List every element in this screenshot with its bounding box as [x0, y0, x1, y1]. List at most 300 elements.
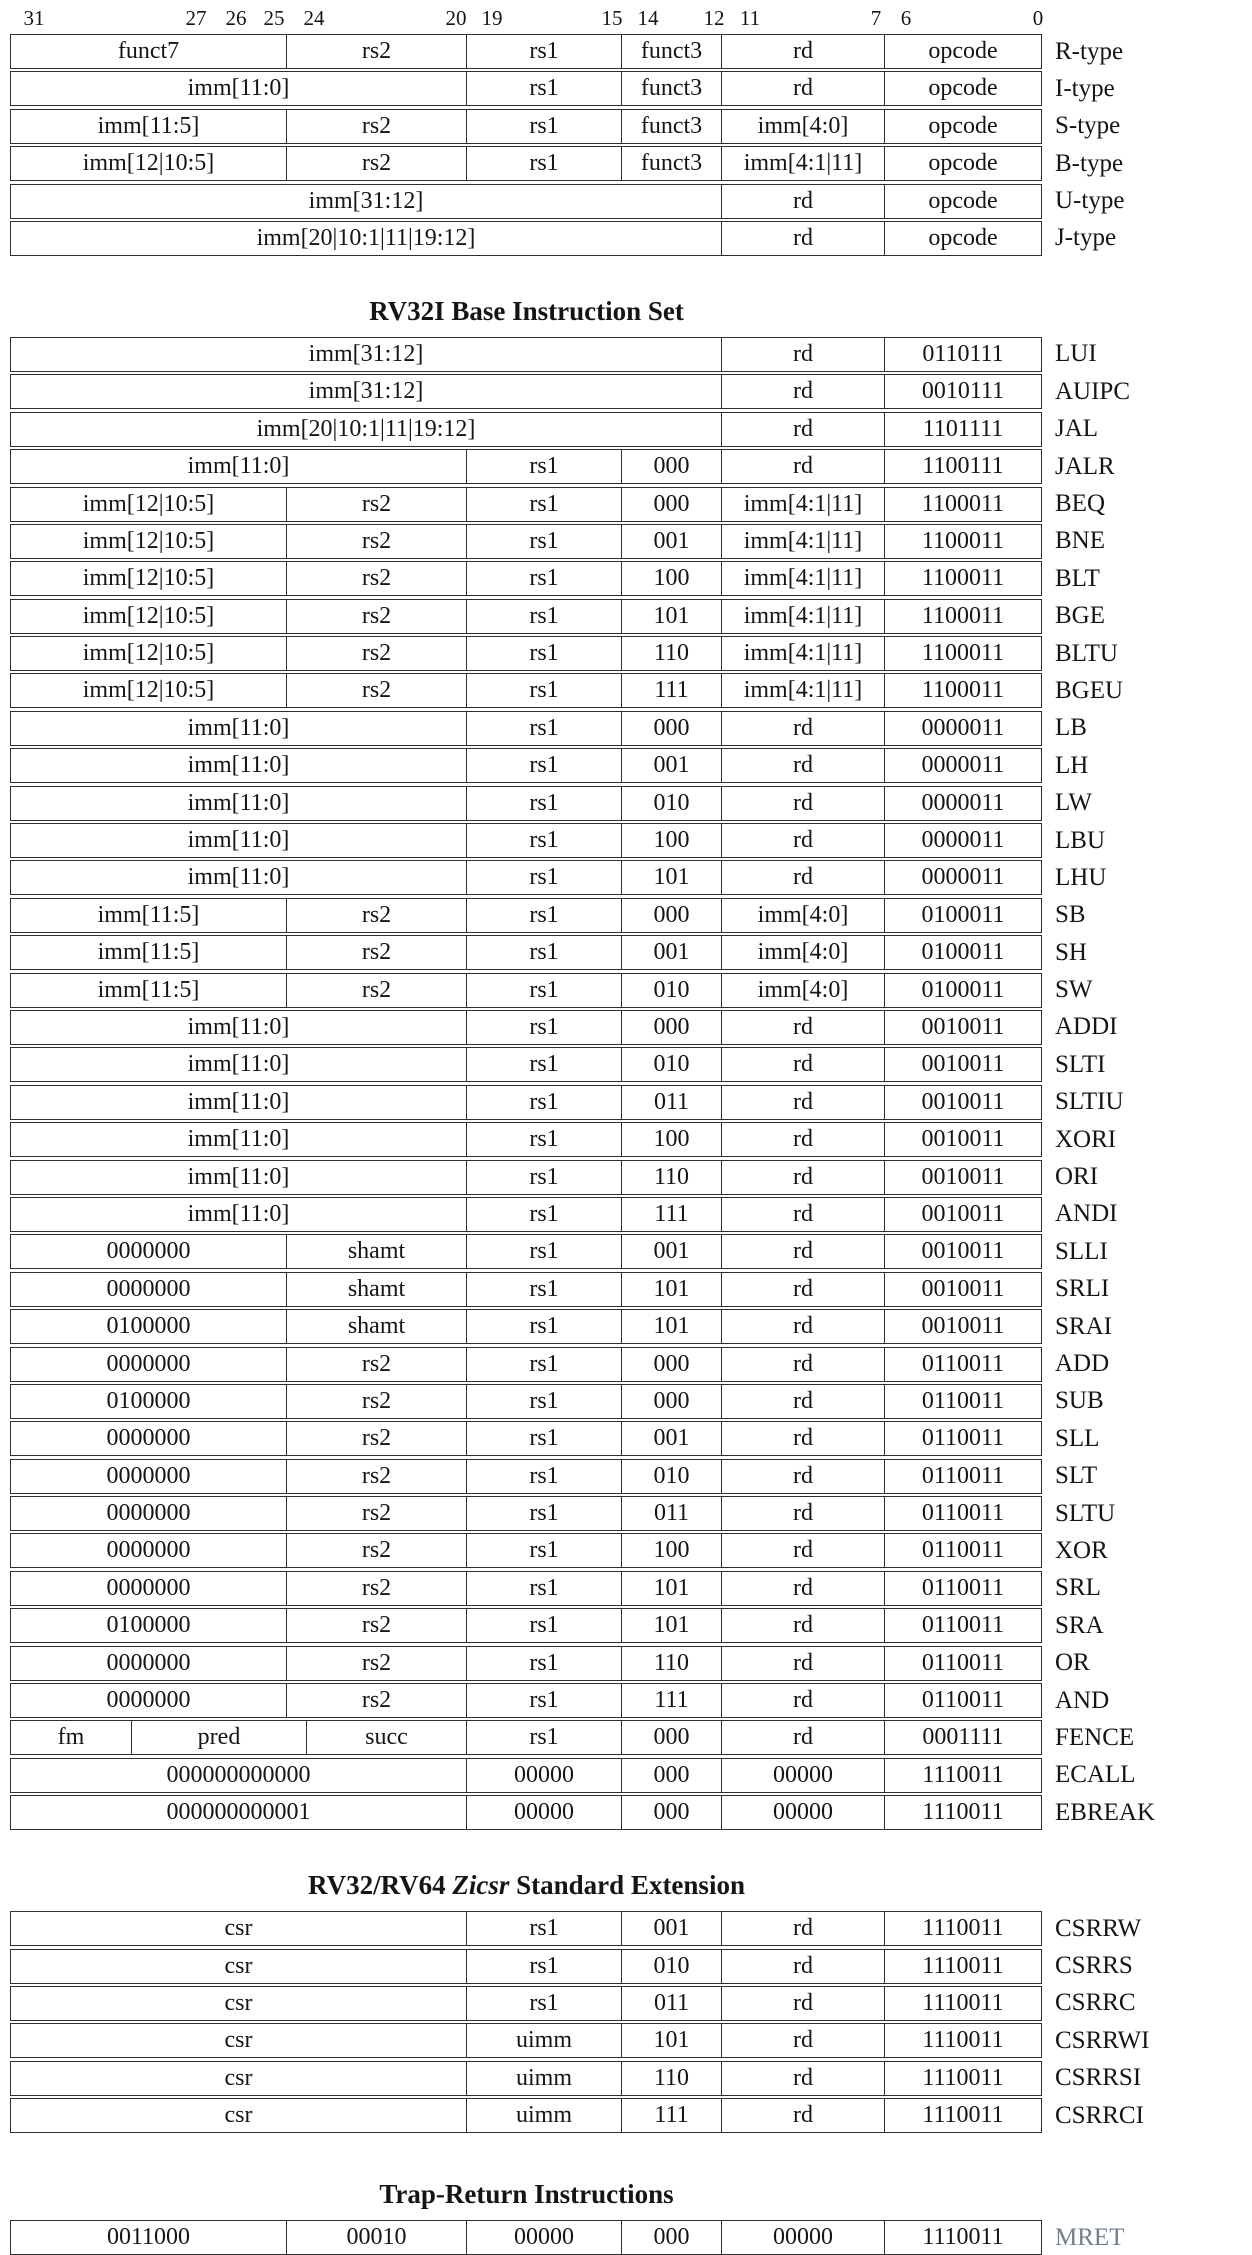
encoding-fields — [10, 1758, 1042, 1793]
field-cell-f3: 000 — [621, 450, 721, 483]
field-cell-f3: 000 — [621, 899, 721, 932]
field-cell-rd: imm[4:1|11] — [721, 147, 884, 180]
instruction-row — [10, 1047, 1252, 1082]
field-cell-rd: rd — [721, 2099, 884, 2132]
instruction-row — [10, 1347, 1252, 1382]
field-cell-op: 1110011 — [884, 1912, 1041, 1945]
instruction-label: U-type — [1055, 187, 1125, 215]
field-cell-rs2: rs2 — [286, 1497, 466, 1530]
instruction-label: FENCE — [1055, 1723, 1135, 1751]
encoding-fields — [10, 561, 1042, 596]
instruction-label: LBU — [1055, 826, 1105, 854]
instruction-row — [10, 1459, 1252, 1494]
instruction-label: BEQ — [1055, 490, 1105, 518]
section-title-rv32i: RV32I Base Instruction Set — [369, 295, 684, 326]
field-cell-f3: 101 — [621, 1273, 721, 1306]
field-cell-rd: rd — [721, 1647, 884, 1680]
instruction-row — [10, 1085, 1252, 1120]
field-cell-f7: imm[11:5] — [97, 976, 200, 1003]
bit-number: 12 — [703, 6, 725, 30]
field-cell-rs2: rs2 — [286, 974, 466, 1007]
instruction-label: R-type — [1055, 37, 1124, 65]
instruction-label: CSRRW — [1055, 1914, 1142, 1942]
field-cell-rd: imm[4:0] — [721, 936, 884, 969]
section-title-trap-return: Trap-Return Instructions — [379, 2179, 674, 2210]
field-cell-rs1: rs1 — [466, 899, 621, 932]
instruction-label: LW — [1055, 789, 1093, 817]
field-cell-f3: 111 — [621, 1684, 721, 1717]
instruction-label: J-type — [1055, 224, 1117, 252]
field-cell-f7: imm[11:5] — [97, 112, 200, 139]
field-cell-op: 0010011 — [884, 1123, 1041, 1156]
instruction-row — [10, 898, 1252, 933]
field-cell-f3: 100 — [621, 1123, 721, 1156]
field-cell-rs1: rs1 — [466, 1086, 621, 1119]
field-cell-rs1: rs1 — [466, 1987, 621, 2020]
encoding-fields — [10, 374, 1042, 409]
field-cell-op: 1101111 — [884, 413, 1041, 446]
field-cell-rs1: rs1 — [466, 749, 621, 782]
field-cell-f7: imm[11:5] — [97, 901, 200, 928]
field-cell-rd: imm[4:1|11] — [721, 674, 884, 707]
bit-position-header — [10, 6, 1043, 30]
instruction-label: SRL — [1055, 1574, 1101, 1602]
field-cell-rd: rd — [721, 338, 884, 371]
field-cell-rs2: rs2 — [286, 936, 466, 969]
encoding-fields — [10, 1795, 1042, 1830]
field-cell-op: 0000011 — [884, 712, 1041, 745]
field-cell-f3: funct3 — [621, 35, 721, 68]
instruction-label: SLTU — [1055, 1499, 1116, 1527]
field-cell-u20: imm[20|10:1|11|19:12] — [256, 415, 476, 442]
encoding-fields — [10, 1122, 1042, 1157]
field-cell-op: opcode — [884, 222, 1041, 255]
field-cell-f3: 000 — [621, 1796, 721, 1829]
field-cell-op: 1110011 — [884, 1796, 1041, 1829]
encoding-fields — [10, 1911, 1042, 1946]
instruction-row — [10, 1949, 1252, 1984]
field-cell-i12: imm[11:0] — [187, 714, 290, 741]
field-cell-rd: rd — [721, 1422, 884, 1455]
field-cell-op: opcode — [884, 185, 1041, 218]
field-cell-rs1: rs1 — [466, 1647, 621, 1680]
field-cell-op: opcode — [884, 147, 1041, 180]
field-cell-rd: rd — [721, 1721, 884, 1754]
field-cell-rs1: rs1 — [466, 72, 621, 105]
field-cell-op: opcode — [884, 35, 1041, 68]
field-cell-f3: 111 — [621, 2099, 721, 2132]
field-cell-f3: 010 — [621, 1048, 721, 1081]
field-cell-op: 0010111 — [884, 375, 1041, 408]
field-cell-i12: imm[11:0] — [187, 827, 290, 854]
field-cell-op: 0000011 — [884, 824, 1041, 857]
encoding-fields — [10, 1309, 1042, 1344]
field-cell-rs1: rs1 — [466, 562, 621, 595]
instruction-label: SB — [1055, 901, 1086, 929]
field-cell-rd: rd — [721, 1161, 884, 1194]
instruction-row — [10, 1010, 1252, 1045]
instruction-label: SH — [1055, 938, 1087, 966]
field-cell-op: 0110011 — [884, 1647, 1041, 1680]
field-cell-rs1: rs1 — [466, 637, 621, 670]
field-cell-rd: rd — [721, 2024, 884, 2057]
instruction-label: BGE — [1055, 602, 1105, 630]
instruction-label: CSRRCI — [1055, 2101, 1144, 2129]
encoding-fields — [10, 748, 1042, 783]
instruction-row — [10, 711, 1252, 746]
field-cell-f3: 010 — [621, 974, 721, 1007]
field-cell-rs1: rs1 — [466, 1460, 621, 1493]
field-cell-rs1: rs1 — [466, 1273, 621, 1306]
field-cell-rd: rd — [721, 1235, 884, 1268]
field-cell-rs1: rs1 — [466, 1497, 621, 1530]
field-cell-f7: 0000000 — [106, 1649, 191, 1676]
field-cell-rd: rd — [721, 1273, 884, 1306]
field-cell-rs2: rs2 — [286, 1348, 466, 1381]
field-cell-f7: 0100000 — [106, 1612, 191, 1639]
field-cell-op: 1100011 — [884, 562, 1041, 595]
field-cell-rd: imm[4:0] — [721, 110, 884, 143]
field-cell-rs1: rs1 — [466, 147, 621, 180]
encoding-fields — [10, 1085, 1042, 1120]
field-cell-rd: rd — [721, 35, 884, 68]
field-cell-rd: imm[4:0] — [721, 974, 884, 1007]
field-cell-op: 1110011 — [884, 2099, 1041, 2132]
field-cell-op: 0010011 — [884, 1273, 1041, 1306]
field-cell-rs1: rs1 — [466, 600, 621, 633]
field-cell-rs1: rs1 — [466, 450, 621, 483]
field-cell-rs2: rs2 — [286, 35, 466, 68]
instruction-row — [10, 1986, 1252, 2021]
field-cell-f7: 0000000 — [106, 1238, 191, 1265]
encoding-fields — [10, 1683, 1042, 1718]
field-cell-op: 0000011 — [884, 749, 1041, 782]
field-cell-rs2: rs2 — [286, 1684, 466, 1717]
field-cell-f3: 001 — [621, 1235, 721, 1268]
field-cell-i12: 000000000000 — [166, 1761, 311, 1788]
field-cell-rd: rd — [721, 1987, 884, 2020]
instruction-row — [10, 786, 1252, 821]
field-cell-i12: csr — [224, 2064, 253, 2091]
instruction-label: I-type — [1055, 74, 1115, 102]
encoding-fields — [10, 1533, 1042, 1568]
encoding-fields — [10, 1347, 1042, 1382]
field-cell-i12: imm[11:0] — [187, 1013, 290, 1040]
field-cell-rs1: rs1 — [466, 110, 621, 143]
encoding-fields — [10, 1986, 1042, 2021]
field-cell-rs2: shamt — [286, 1273, 466, 1306]
field-cell-rd: rd — [721, 749, 884, 782]
field-cell-f3: funct3 — [621, 110, 721, 143]
field-cell-f3: 000 — [621, 2221, 721, 2254]
field-cell-rs2: shamt — [286, 1310, 466, 1343]
instruction-row — [10, 2220, 1252, 2255]
field-cell-rs2: rs2 — [286, 1609, 466, 1642]
instruction-label: SLTIU — [1055, 1088, 1124, 1116]
field-cell-op: 0110011 — [884, 1609, 1041, 1642]
instruction-label: AUIPC — [1055, 377, 1131, 405]
field-cell-rs2: rs2 — [286, 525, 466, 558]
field-cell-f3: funct3 — [621, 72, 721, 105]
field-cell-rs1: rs1 — [466, 974, 621, 1007]
instruction-label: JALR — [1055, 452, 1115, 480]
instruction-row — [10, 2023, 1252, 2058]
instruction-label: BGEU — [1055, 676, 1124, 704]
field-cell-f7: 0000000 — [106, 1500, 191, 1527]
encoding-fields — [10, 109, 1042, 144]
field-cell-rd: imm[4:1|11] — [721, 488, 884, 521]
encoding-fields — [10, 1197, 1042, 1232]
field-cell-rs1: rs1 — [466, 1572, 621, 1605]
field-cell-rs1: rs1 — [466, 1123, 621, 1156]
field-cell-rs1: 00000 — [466, 2221, 621, 2254]
instruction-label: LH — [1055, 751, 1089, 779]
field-cell-op: 0100011 — [884, 974, 1041, 1007]
bit-number: 20 — [445, 6, 467, 30]
instruction-label: SLL — [1055, 1424, 1100, 1452]
field-cell-rs1: rs1 — [466, 1950, 621, 1983]
instruction-label: ECALL — [1055, 1761, 1136, 1789]
instruction-row — [10, 860, 1252, 895]
field-cell-op: 1100011 — [884, 488, 1041, 521]
field-cell-f3: 011 — [621, 1086, 721, 1119]
encoding-fields — [10, 1047, 1042, 1082]
encoding-fields — [10, 786, 1042, 821]
field-cell-rd: imm[4:1|11] — [721, 637, 884, 670]
title-fragment: RV32/RV64 — [308, 1870, 453, 1901]
instruction-row — [10, 1384, 1252, 1419]
field-cell-rs1: uimm — [466, 2099, 621, 2132]
field-cell-f3: 001 — [621, 749, 721, 782]
field-cell-i12: imm[11:0] — [187, 1088, 290, 1115]
field-cell-rd: rd — [721, 824, 884, 857]
instruction-label: EBREAK — [1055, 1798, 1155, 1826]
encoding-fields — [10, 2023, 1042, 2058]
bit-number: 15 — [601, 6, 623, 30]
field-cell-f3: 000 — [621, 1721, 721, 1754]
field-cell-rs2: rs2 — [286, 147, 466, 180]
field-cell-rd: rd — [721, 450, 884, 483]
field-cell-u20: imm[20|10:1|11|19:12] — [256, 224, 476, 251]
field-cell-op: 0110011 — [884, 1422, 1041, 1455]
field-cell-rs1: uimm — [466, 2024, 621, 2057]
instruction-row — [10, 636, 1252, 671]
instruction-row — [10, 71, 1252, 106]
section-title-zicsr — [10, 1870, 1043, 1901]
field-cell-op: 0010011 — [884, 1198, 1041, 1231]
field-cell-rs2: rs2 — [286, 1572, 466, 1605]
instruction-row — [10, 1758, 1252, 1793]
field-cell-i12: csr — [224, 1989, 253, 2016]
instruction-label: BLTU — [1055, 639, 1118, 667]
field-cell-rd: rd — [721, 1385, 884, 1418]
field-cell-rd: rd — [721, 1572, 884, 1605]
title-fragment: Zicsr — [452, 1870, 510, 1901]
instruction-label: SLT — [1055, 1462, 1098, 1490]
field-cell-rs1: rs1 — [466, 674, 621, 707]
field-cell-rd: rd — [721, 1348, 884, 1381]
field-cell-i12: imm[11:0] — [187, 864, 290, 891]
field-cell-rs2: rs2 — [286, 562, 466, 595]
field-cell-f3: 000 — [621, 712, 721, 745]
field-cell-f3: 000 — [621, 1759, 721, 1792]
encoding-fields — [10, 1421, 1042, 1456]
encoding-fields — [10, 898, 1042, 933]
field-cell-rd: rd — [721, 1460, 884, 1493]
field-cell-rd: imm[4:1|11] — [721, 562, 884, 595]
instruction-label: ADD — [1055, 1350, 1110, 1377]
instruction-label: LB — [1055, 714, 1087, 742]
instruction-label: CSRRWI — [1055, 2026, 1150, 2054]
instruction-row — [10, 449, 1252, 484]
encoding-fields — [10, 599, 1042, 634]
field-cell-rs2: shamt — [286, 1235, 466, 1268]
field-cell-rs1: rs1 — [466, 1385, 621, 1418]
field-cell-op: 0110011 — [884, 1348, 1041, 1381]
encoding-fields — [10, 1496, 1042, 1531]
field-cell-f7: imm[12|10:5] — [82, 527, 215, 554]
encoding-fields — [10, 71, 1042, 106]
field-cell-op: 1110011 — [884, 1950, 1041, 1983]
field-cell-i12: csr — [224, 2027, 253, 2054]
field-cell-op: 1100011 — [884, 637, 1041, 670]
field-cell-op: 0110011 — [884, 1572, 1041, 1605]
field-cell-rs1: uimm — [466, 2062, 621, 2095]
field-cell-rd: imm[4:1|11] — [721, 525, 884, 558]
title-fragment: Standard Extension — [509, 1870, 745, 1901]
field-cell-op: 1110011 — [884, 2024, 1041, 2057]
field-cell-rs1: rs1 — [466, 1534, 621, 1567]
instruction-row — [10, 1795, 1252, 1830]
encoding-fields — [10, 1459, 1042, 1494]
field-cell-rs1: rs1 — [466, 1310, 621, 1343]
instruction-row — [10, 1160, 1252, 1195]
field-cell-rs1: rs1 — [466, 1422, 621, 1455]
field-cell-rd: rd — [721, 222, 884, 255]
encoding-fields — [10, 973, 1042, 1008]
instruction-row — [10, 599, 1252, 634]
instruction-label: SUB — [1055, 1387, 1104, 1415]
field-cell-f3: 100 — [621, 562, 721, 595]
field-cell-op: opcode — [884, 110, 1041, 143]
encoding-fields — [10, 524, 1042, 559]
encoding-fields — [10, 2220, 1042, 2255]
field-cell-rd: rd — [721, 72, 884, 105]
field-cell-rs1: rs1 — [466, 1011, 621, 1044]
instruction-row — [10, 109, 1252, 144]
instruction-label: SLLI — [1055, 1237, 1108, 1265]
field-cell-rd: rd — [721, 712, 884, 745]
field-cell-op: 0010011 — [884, 1235, 1041, 1268]
field-cell-rs1: 00000 — [466, 1796, 621, 1829]
field-cell-rd: rd — [721, 1912, 884, 1945]
instruction-label: XOR — [1055, 1536, 1108, 1564]
field-cell-f3: 110 — [621, 637, 721, 670]
field-cell-f7: imm[12|10:5] — [82, 602, 215, 629]
field-cell-f3: 110 — [621, 2062, 721, 2095]
field-cell-f3: 101 — [621, 2024, 721, 2057]
instruction-label: MRET — [1055, 2223, 1125, 2251]
field-cell-op: 0010011 — [884, 1048, 1041, 1081]
field-cell-rs1: rs1 — [466, 712, 621, 745]
field-cell-op: opcode — [884, 72, 1041, 105]
encoding-fields — [10, 1272, 1042, 1307]
field-cell-f3: 011 — [621, 1497, 721, 1530]
field-cell-rd: rd — [721, 1198, 884, 1231]
field-cell-rd: rd — [721, 1534, 884, 1567]
instruction-row — [10, 673, 1252, 708]
field-cell-rs2: rs2 — [286, 1385, 466, 1418]
field-cell-f3: 110 — [621, 1647, 721, 1680]
instruction-row — [10, 146, 1252, 181]
field-cell-rs1: rs1 — [466, 824, 621, 857]
field-cell-rd: rd — [721, 375, 884, 408]
instruction-label: CSRRS — [1055, 1952, 1133, 1980]
encoding-fields — [10, 673, 1042, 708]
instruction-row — [10, 374, 1252, 409]
field-cell-op: 0001111 — [884, 1721, 1041, 1754]
field-cell-rd: rd — [721, 861, 884, 894]
encoding-fields — [10, 1234, 1042, 1269]
field-cell-rs2: rs2 — [286, 488, 466, 521]
field-cell-i12: csr — [224, 2102, 253, 2129]
field-cell-f7: 0000000 — [106, 1537, 191, 1564]
field-cell-op: 1100011 — [884, 600, 1041, 633]
encoding-fields — [10, 1949, 1042, 1984]
field-cell-rs1: rs1 — [466, 1721, 621, 1754]
field-cell-i12: imm[11:0] — [187, 1200, 290, 1227]
field-cell-rs2: rs2 — [286, 1534, 466, 1567]
instruction-row — [10, 1272, 1252, 1307]
field-cell-rd: rd — [721, 1950, 884, 1983]
field-cell-op: 0010011 — [884, 1310, 1041, 1343]
field-cell-rd: rd — [721, 1086, 884, 1119]
field-cell-f7: 0100000 — [106, 1313, 191, 1340]
instruction-row — [10, 1608, 1252, 1643]
instruction-row — [10, 823, 1252, 858]
field-cell-rd: rd — [721, 1497, 884, 1530]
field-cell-op: 0110011 — [884, 1497, 1041, 1530]
field-cell-f3: 111 — [621, 674, 721, 707]
field-cell-op: 1110011 — [884, 1759, 1041, 1792]
field-cell-i12: 000000000001 — [166, 1799, 311, 1826]
encoding-fields — [10, 221, 1042, 256]
field-cell-rs2: rs2 — [286, 1460, 466, 1493]
bit-number: 14 — [637, 6, 659, 30]
instruction-format-table — [10, 34, 1252, 256]
instruction-row — [10, 2098, 1252, 2133]
instruction-label: SRA — [1055, 1611, 1104, 1639]
field-cell-rd: imm[4:1|11] — [721, 600, 884, 633]
instruction-row — [10, 1646, 1252, 1681]
field-cell-rs1: rs1 — [466, 1684, 621, 1717]
instruction-label: OR — [1055, 1649, 1090, 1677]
field-cell-op: 0010011 — [884, 1161, 1041, 1194]
encoding-fields — [10, 146, 1042, 181]
instruction-row — [10, 524, 1252, 559]
bit-number: 0 — [1032, 6, 1044, 30]
bit-number: 26 — [225, 6, 247, 30]
instruction-row — [10, 1571, 1252, 1606]
field-cell-i12: imm[11:0] — [187, 453, 290, 480]
instruction-label: ANDI — [1055, 1200, 1118, 1228]
field-cell-op: 0110011 — [884, 1385, 1041, 1418]
field-cell-f7: 0000000 — [106, 1462, 191, 1489]
bit-number: 31 — [23, 6, 45, 30]
field-cell-rs2: rs2 — [286, 1422, 466, 1455]
field-cell-op: 0110011 — [884, 1684, 1041, 1717]
field-cell-f7: imm[12|10:5] — [82, 640, 215, 667]
